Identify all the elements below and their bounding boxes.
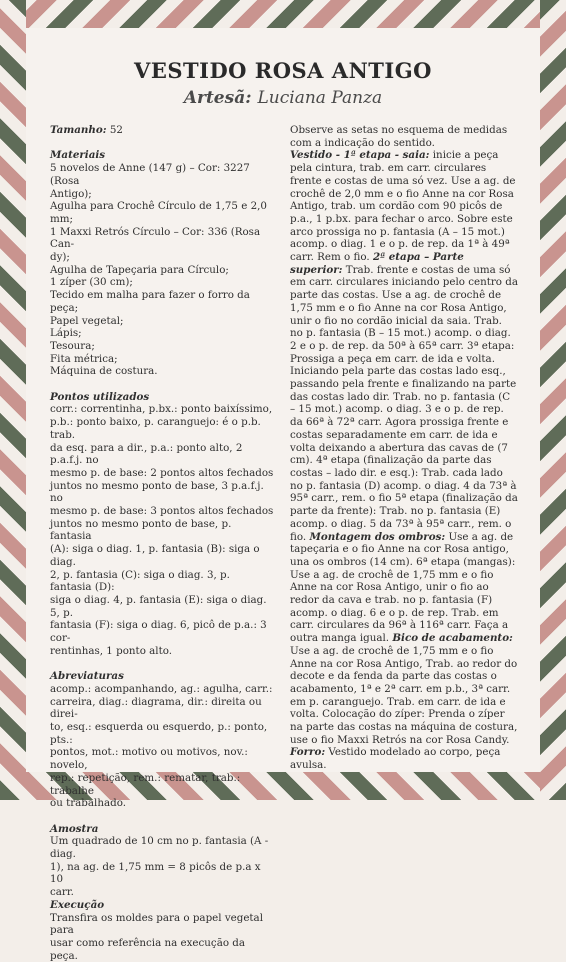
- text-line: acomp.: acompanhando, ag.: agulha, carr.:: [50, 682, 273, 695]
- left-column: [50, 124, 274, 962]
- text-line: carr.: [50, 886, 74, 899]
- text-line: ou trabalhado.: [50, 797, 126, 810]
- exec-heading: Execução: [50, 898, 105, 911]
- border-left-stripes: [0, 0, 26, 800]
- text-line: Fita métrica;: [50, 352, 118, 365]
- sample-list: [50, 835, 274, 899]
- upper-text: Trab. frente e costas de uma só em carr. circulares iniciando pelo centro da parte das costas. Use a ag. de crochê de 1,75 mm e o fio Anne na cor Rosa Antigo, unir o fio no cordão inicial da saia. Trab. no p. fantasia (B – 15 mot.) acomp. o diag. 2 e o p. de rep. da 50ª à 65ª carr. 3ª etapa: Prossiga a peça em carr. de ida e volta. Iniciando pela parte das costas lado esq., passando pela frente e finalizando na parte das costas lado dir. Trab. no p. fantasia (C – 15 mot.) acomp. o diag. 3 e o p. de rep. da 66ª à 72ª carr. Agora prossiga frente e costas separadamente em carr. de ida e volta deixando a abertura das cavas de (7 cm). 4ª etapa (finalização da parte das costas – lado dir. e esq.): Trab. cada lado no p. fantasia (D) acomp. o diag. 4 da 73ª à 95ª carr., rem. o fio 5ª etapa (finalização da parte da frente): Trab. no p. fantasia (E) acomp. o diag. 5 da 73ª à 95ª carr., rem. o fio.: [290, 263, 518, 543]
- text-line: juntos no mesmo ponto de base, p. fantasia: [50, 517, 232, 543]
- border-top-stripes: [0, 0, 566, 28]
- text-line: da esq. para a dir., p.a.: ponto alto, 2 p.a.f.j. no: [50, 441, 243, 467]
- text-line: Antigo);: [50, 187, 92, 200]
- intro-paragraph: Observe as setas no esquema de medidas com a indicação do sentido.: [290, 124, 508, 149]
- text-line: (A): siga o diag. 1, p. fantasia (B): siga o diag.: [50, 543, 260, 568]
- text-line: 1 zíper (30 cm);: [50, 276, 133, 289]
- text-line: 5 novelos de Anne (147 g) – Cor: 3227 (Rosa: [50, 162, 250, 187]
- abbrev-list: [50, 683, 274, 810]
- size-label: Tamanho:: [50, 124, 107, 136]
- upper-label: 2ª etapa – Parte superior:: [290, 251, 464, 276]
- text-line: p.b.: ponto baixo, p. caranguejo: é o p.b. trab.: [50, 416, 261, 441]
- text-line: Lápis;: [50, 327, 82, 340]
- page-title: VESTIDO ROSA ANTIGO: [134, 58, 432, 83]
- shoulder-text: Use a ag. de tapeçaria e o fio Anne na cor Rosa antigo, una os ombros (14 cm). 6ª etapa (mangas): Use a ag. de crochê de 1,75 mm e o fio Anne na cor Rosa Antigo, unir o fio ao redor da cava e trab. no p. fantasia (F) acomp. o diag. 6 e o p. de rep. Trab. em carr. circulares da 96ª à 116ª carr. Faça a outra manga igual.: [290, 530, 516, 645]
- artist-line: [0, 88, 566, 108]
- text-line: mesmo p. de base: 2 pontos altos fechados: [50, 466, 274, 479]
- exec-list: [50, 912, 274, 962]
- text-line: rentinhas, 1 ponto alto.: [50, 644, 173, 657]
- stitches-heading: Pontos utilizados: [50, 390, 150, 403]
- skirt-text: inicie a peça pela cintura, trab. em carr. circulares frente e costas de uma só vez. Use a ag. de crochê de 2,0 mm e o fio Anne na cor Rosa Antigo, trab. um cordão com 90 picôs de p.a., 1 p.bx. para fechar o arco. Sobre este arco prossiga no p. fantasia (A – 15 mot.) acomp. o diag. 1 e o p. de rep. da 1ª à 49ª carr. Rem o fio.: [290, 149, 516, 264]
- shoulder-label: Montagem dos ombros:: [309, 530, 446, 543]
- abbrev-heading: Abreviaturas: [50, 670, 124, 683]
- right-column: [290, 124, 518, 772]
- text-line: 1), na ag. de 1,75 mm = 8 picôs de p.a x 10: [50, 860, 261, 886]
- text-line: Agulha de Tapeçaria para Círculo;: [50, 263, 229, 276]
- text-line: Transfira os moldes para o papel vegetal para: [50, 911, 263, 937]
- stitches-list: [50, 403, 274, 657]
- finish-label: Bico de acabamento:: [392, 632, 513, 645]
- skirt-label: Vestido - 1ª etapa - saia:: [290, 149, 430, 162]
- text-line: 2, p. fantasia (C): siga o diag. 3, p. fantasia (D):: [50, 568, 230, 594]
- text-line: usar como referência na execução da peça.: [50, 936, 246, 962]
- text-line: carreira, diag.: diagrama, dir.: direita ou direi-: [50, 695, 262, 721]
- text-line: Papel vegetal;: [50, 314, 124, 327]
- text-line: rep.: repetição, rem.: rematar, trab.: trabalhe: [50, 771, 241, 797]
- text-line: Tesoura;: [50, 339, 95, 352]
- text-line: Tecido em malha para fazer o forro da peça;: [50, 289, 250, 314]
- text-line: juntos no mesmo ponto de base, 3 p.a.f.j. no: [50, 479, 264, 505]
- text-line: dy);: [50, 251, 70, 264]
- materials-heading: Materiais: [50, 149, 106, 162]
- instructions-paragraph: [290, 149, 518, 771]
- artist-label: Artesã:: [183, 88, 252, 108]
- artist-name: Luciana Panza: [257, 88, 383, 108]
- text-line: corr.: correntinha, p.bx.: ponto baixíssimo,: [50, 403, 273, 416]
- sample-heading: Amostra: [50, 822, 99, 835]
- size-line: [50, 124, 274, 137]
- lining-label: Forro:: [290, 746, 326, 759]
- size-value: 52: [109, 124, 123, 136]
- text-line: Máquina de costura.: [50, 365, 158, 378]
- lining-text: Vestido modelado ao corpo, peça avulsa.: [290, 746, 501, 772]
- text-line: fantasia (F): siga o diag. 6, picô de p.a.: 3 cor-: [50, 619, 267, 645]
- border-right-stripes: [540, 0, 566, 800]
- text-line: Agulha para Crochê Círculo de 1,75 e 2,0 mm;: [50, 200, 267, 225]
- text-line: to, esq.: esquerda ou esquerdo, p.: ponto, pts.:: [50, 721, 268, 746]
- text-line: mesmo p. de base: 3 pontos altos fechados: [50, 505, 274, 518]
- text-line: 1 Maxxi Retrós Círculo – Cor: 336 (Rosa Can-: [50, 225, 261, 251]
- text-line: pontos, mot.: motivo ou motivos, nov.: novelo,: [50, 746, 248, 772]
- text-line: siga o diag. 4, p. fantasia (E): siga o diag. 5, p.: [50, 593, 267, 619]
- materials-list: [50, 162, 274, 378]
- text-line: Um quadrado de 10 cm no p. fantasia (A - diag.: [50, 835, 269, 861]
- finish-text: Use a ag. de crochê de 1,75 mm e o fio Anne na cor Rosa Antigo, Trab. ao redor do decote e da fenda da parte das costas o acabamento, 1ª e 2ª carr. em p.b., 3ª carr. em p. caranguejo. Trab. em carr. de ida e volta. Colocação do zíper: Prenda o zíper na parte das costas na máquina de costura, use o fio Maxxi Retrós na cor Rosa Candy.: [290, 644, 518, 746]
